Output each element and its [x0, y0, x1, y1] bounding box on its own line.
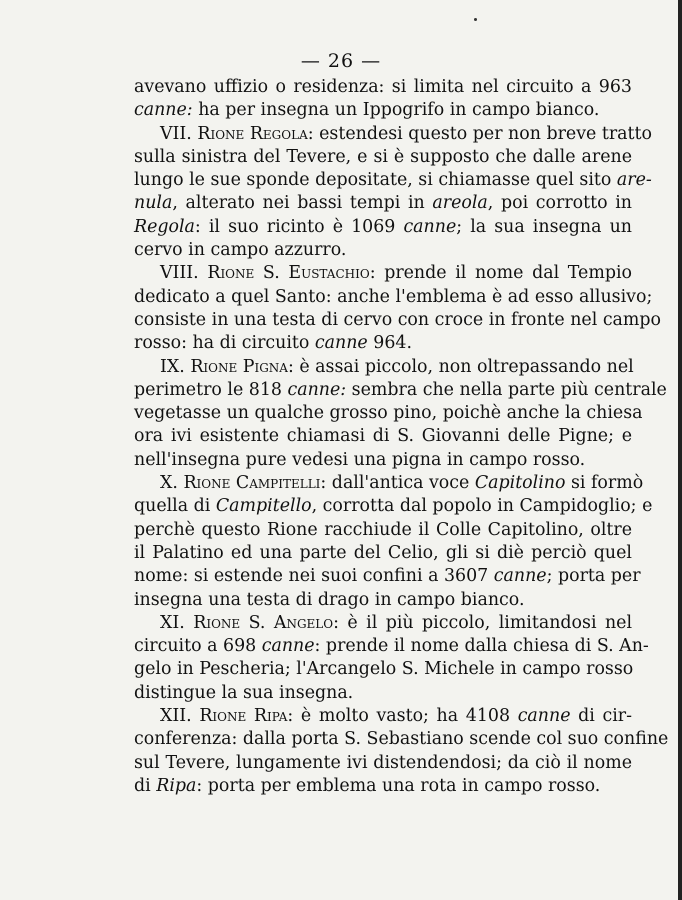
- text-run: S.: [254, 263, 289, 284]
- text-line: [134, 239, 632, 262]
- text-run: IX.: [160, 356, 191, 377]
- text-run: : è il più piccolo, limitandosi nel: [333, 612, 633, 633]
- body-text: [134, 76, 669, 798]
- text-line: [134, 402, 643, 425]
- text-line: [134, 332, 632, 355]
- text-line: [134, 728, 669, 751]
- paragraph-first-line: [134, 472, 644, 495]
- text-line: [134, 169, 652, 192]
- rione-heading: Rione: [207, 263, 255, 284]
- text-run: : porta per emblema una rota in campo rosso.: [196, 775, 601, 796]
- text-run: dedicato a quel Santo: anche l'emblema è ad esso allusivo;: [134, 286, 653, 307]
- text-run: S.: [240, 612, 274, 633]
- text-run: : dall'antica voce: [320, 473, 475, 494]
- text-run: di: [134, 775, 157, 796]
- text-run: rosso: ha di circuito: [134, 333, 315, 354]
- text-line: [134, 76, 632, 99]
- italic-word: canne: [261, 636, 315, 657]
- text-line: [134, 635, 649, 658]
- text-run: XI.: [160, 612, 194, 633]
- text-line: [134, 192, 632, 215]
- text-run: consiste in una testa di cervo con croce in fronte nel campo: [134, 309, 662, 330]
- text-line: [134, 425, 632, 448]
- text-run: 964.: [367, 333, 412, 354]
- text-line: [134, 379, 667, 402]
- text-run: sul Tevere, lungamente ivi distendendosi; da ciò il nome: [134, 752, 632, 773]
- text-run: sulla sinistra del Tevere, e si è supposto che dalle arene: [134, 146, 632, 167]
- text-run: X.: [160, 473, 184, 494]
- text-run: perimetro le 818: [134, 379, 288, 400]
- text-run: sembra che nella parte più centrale: [346, 379, 667, 400]
- text-run: distingue la sua insegna.: [134, 682, 354, 703]
- text-run: nell'insegna pure vedesi una pigna in campo rosso.: [134, 449, 586, 470]
- text-run: gelo in Pescheria; l'Arcangelo S. Michele in campo rosso: [134, 659, 634, 680]
- rione-heading: Rione Campitelli: [183, 473, 321, 494]
- text-run: : prende il nome dal Tempio: [369, 263, 632, 284]
- page-number: — 26 —: [300, 50, 382, 72]
- italic-word: Regola: [134, 216, 195, 237]
- text-line: [134, 775, 632, 798]
- page-edge-shadow: [678, 0, 682, 900]
- paragraph-first-line: [134, 123, 652, 146]
- rione-heading: Rione Regola: [197, 123, 308, 144]
- italic-word: canne:: [134, 100, 193, 121]
- text-run: VIII.: [160, 263, 208, 284]
- text-run: si formò: [565, 473, 644, 494]
- text-run: il Palatino ed una parte del Celio, gli si diè perciò quel: [134, 542, 632, 563]
- text-run: VII.: [160, 123, 198, 144]
- paragraph-first-line: [134, 262, 632, 285]
- italic-word: are-: [616, 170, 652, 191]
- text-run: ; porta per: [546, 566, 641, 587]
- rione-heading: Rione Pigna: [190, 356, 288, 377]
- text-line: [134, 589, 632, 612]
- text-run: quella di: [134, 496, 216, 517]
- rione-heading: Rione: [193, 612, 241, 633]
- text-run: perchè questo Rione racchiude il Colle Capitolino, oltre: [134, 519, 632, 540]
- text-line: [134, 309, 662, 332]
- text-line: [134, 99, 632, 122]
- text-line: [134, 519, 632, 542]
- text-run: , poi corrotto in: [487, 193, 632, 214]
- text-line: [134, 495, 653, 518]
- text-run: ora ivi esistente chiamasi di S. Giovanni delle Pigne; e: [134, 426, 632, 447]
- text-line: [134, 752, 632, 775]
- text-run: : è assai piccolo, non oltrepassando nel: [287, 356, 634, 377]
- paragraph-first-line: [134, 356, 632, 379]
- text-run: , corrotta dal popolo in Campidoglio; e: [311, 496, 653, 517]
- text-run: ha per insegna un Ippogrifo in campo bianco.: [192, 100, 600, 121]
- italic-word: areola: [432, 193, 488, 214]
- text-run: di cir-: [570, 706, 632, 727]
- ink-speck: [474, 18, 477, 21]
- italic-word: nula: [134, 193, 173, 214]
- text-run: avevano uffizio o residenza: si limita nel circuito a 963: [134, 77, 632, 97]
- text-run: : estendesi questo per non breve tratto: [307, 123, 652, 144]
- italic-word: canne: [403, 216, 457, 237]
- text-run: lungo le sue sponde depositate, si chiamasse quel sito: [134, 170, 617, 191]
- text-line: [134, 216, 632, 239]
- rione-heading: Angelo: [273, 612, 334, 633]
- text-run: XII.: [160, 706, 200, 727]
- italic-word: canne: [493, 566, 547, 587]
- text-run: : prende il nome dalla chiesa di S. An-: [314, 636, 649, 657]
- text-run: nome: si estende nei suoi confini a 3607: [134, 566, 494, 587]
- text-line: [134, 542, 632, 565]
- text-run: : il suo ricinto è 1069: [194, 216, 404, 237]
- italic-word: Ripa: [156, 775, 197, 796]
- text-run: vegetasse un qualche grosso pino, poichè anche la chiesa: [134, 403, 643, 424]
- text-line: [134, 449, 632, 472]
- rione-heading: Eustachio: [288, 263, 370, 284]
- text-run: insegna una testa di drago in campo bianco.: [134, 589, 525, 610]
- text-run: , alterato nei bassi tempi in: [172, 193, 433, 214]
- italic-word: canne:: [287, 379, 347, 400]
- text-line: [134, 658, 632, 681]
- paragraph-first-line: [134, 612, 632, 635]
- text-line: [134, 565, 641, 588]
- italic-word: Campitello: [215, 496, 312, 517]
- text-run: ; la sua insegna un: [456, 216, 632, 237]
- text-run: : è molto vasto; ha 4108: [287, 706, 518, 727]
- text-run: conferenza: dalla porta S. Sebastiano scende col suo confine: [134, 729, 669, 750]
- text-line: [134, 682, 632, 705]
- italic-word: canne: [314, 333, 368, 354]
- text-run: circuito a 698: [134, 636, 262, 657]
- rione-heading: Rione Ripa: [199, 706, 288, 727]
- italic-word: Capitolino: [474, 473, 566, 494]
- text-line: [134, 286, 653, 309]
- italic-word: canne: [517, 706, 571, 727]
- text-line: [134, 146, 632, 169]
- text-run: cervo in campo azzurro.: [134, 240, 347, 261]
- paragraph-first-line: [134, 705, 632, 728]
